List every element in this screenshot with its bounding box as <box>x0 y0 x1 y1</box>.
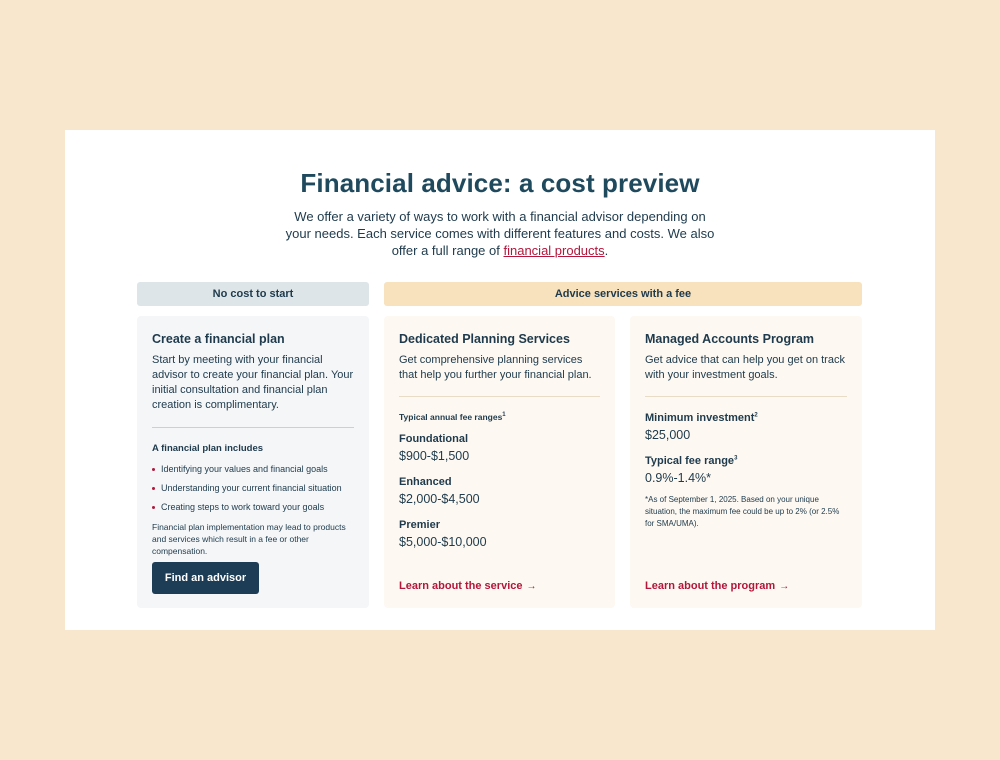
fee-footnote: *As of September 1, 2025. Based on your unique situation, the maximum fee could be up to 2% (or 2.5% for SMA/UMA). <box>645 495 840 528</box>
managed-accounts-card <box>630 316 862 608</box>
intro-paragraph <box>285 208 715 259</box>
find-advisor-button[interactable]: Find an advisor <box>152 562 259 594</box>
divider <box>399 396 600 397</box>
learn-service-link[interactable]: Learn about the service → <box>399 580 537 592</box>
card-title: Managed Accounts Program <box>645 332 815 346</box>
tier-value-premier: $5,000-$10,000 <box>399 535 487 549</box>
page-title: Financial advice: a cost preview <box>300 168 700 198</box>
tier-value-enhanced: $2,000-$4,500 <box>399 492 480 506</box>
divider <box>152 427 354 428</box>
footnote-marker: 2 <box>754 412 758 419</box>
footnote-marker: 1 <box>502 412 506 419</box>
list-item: Creating steps to work toward your goals <box>152 502 354 512</box>
intro-text: We offer a variety of ways to work with a financial advisor depending on your needs. Each service comes with different features and costs. We also offer a full range of <box>285 209 715 258</box>
intro-end: . <box>604 243 609 258</box>
minimum-investment-value: $25,000 <box>645 428 691 442</box>
includes-list <box>152 464 354 512</box>
card-description: Get advice that can help you get on track with your investment goals. <box>645 354 845 381</box>
card-title: Create a financial plan <box>152 332 285 346</box>
fee-services-header: Advice services with a fee <box>384 282 862 306</box>
list-item: Identifying your values and financial goals <box>152 464 354 474</box>
fee-range-value: 0.9%-1.4%* <box>645 471 712 485</box>
tier-value-foundational: $900-$1,500 <box>399 449 470 463</box>
cost-preview-panel <box>65 130 935 630</box>
arrow-right-icon: → <box>779 580 790 592</box>
minimum-investment-label: Minimum investment$^2$ <box>645 412 758 424</box>
financial-plan-card <box>137 316 369 608</box>
card-title: Dedicated Planning Services <box>399 332 570 346</box>
fee-range-label: Typical fee range$^3$ <box>645 455 738 467</box>
no-cost-header: No cost to start <box>137 282 369 306</box>
card-description: Get comprehensive planning services that help you further your financial plan. <box>399 354 592 381</box>
card-description: Start by meeting with your financial advisor to create your financial plan. Your initial consultation and financial plan creation is complimentary. <box>152 354 354 411</box>
tier-name-enhanced: Enhanced <box>399 476 452 488</box>
tier-name-premier: Premier <box>399 519 440 531</box>
financial-products-link[interactable]: financial products <box>503 243 605 258</box>
fee-ranges-label: Typical annual fee ranges$^1$ <box>399 412 506 422</box>
planning-services-card <box>384 316 615 608</box>
footnote-marker: 3 <box>734 455 738 462</box>
tier-name-foundational: Foundational <box>399 433 469 445</box>
list-item: Understanding your current financial situation <box>152 483 354 493</box>
includes-heading: A financial plan includes <box>152 443 264 454</box>
learn-program-link[interactable]: Learn about the program → <box>645 580 790 592</box>
arrow-right-icon: → <box>526 580 537 592</box>
divider <box>645 396 847 397</box>
fine-print: Financial plan implementation may lead to products and services which result in a fee or other compensation. <box>152 522 346 556</box>
